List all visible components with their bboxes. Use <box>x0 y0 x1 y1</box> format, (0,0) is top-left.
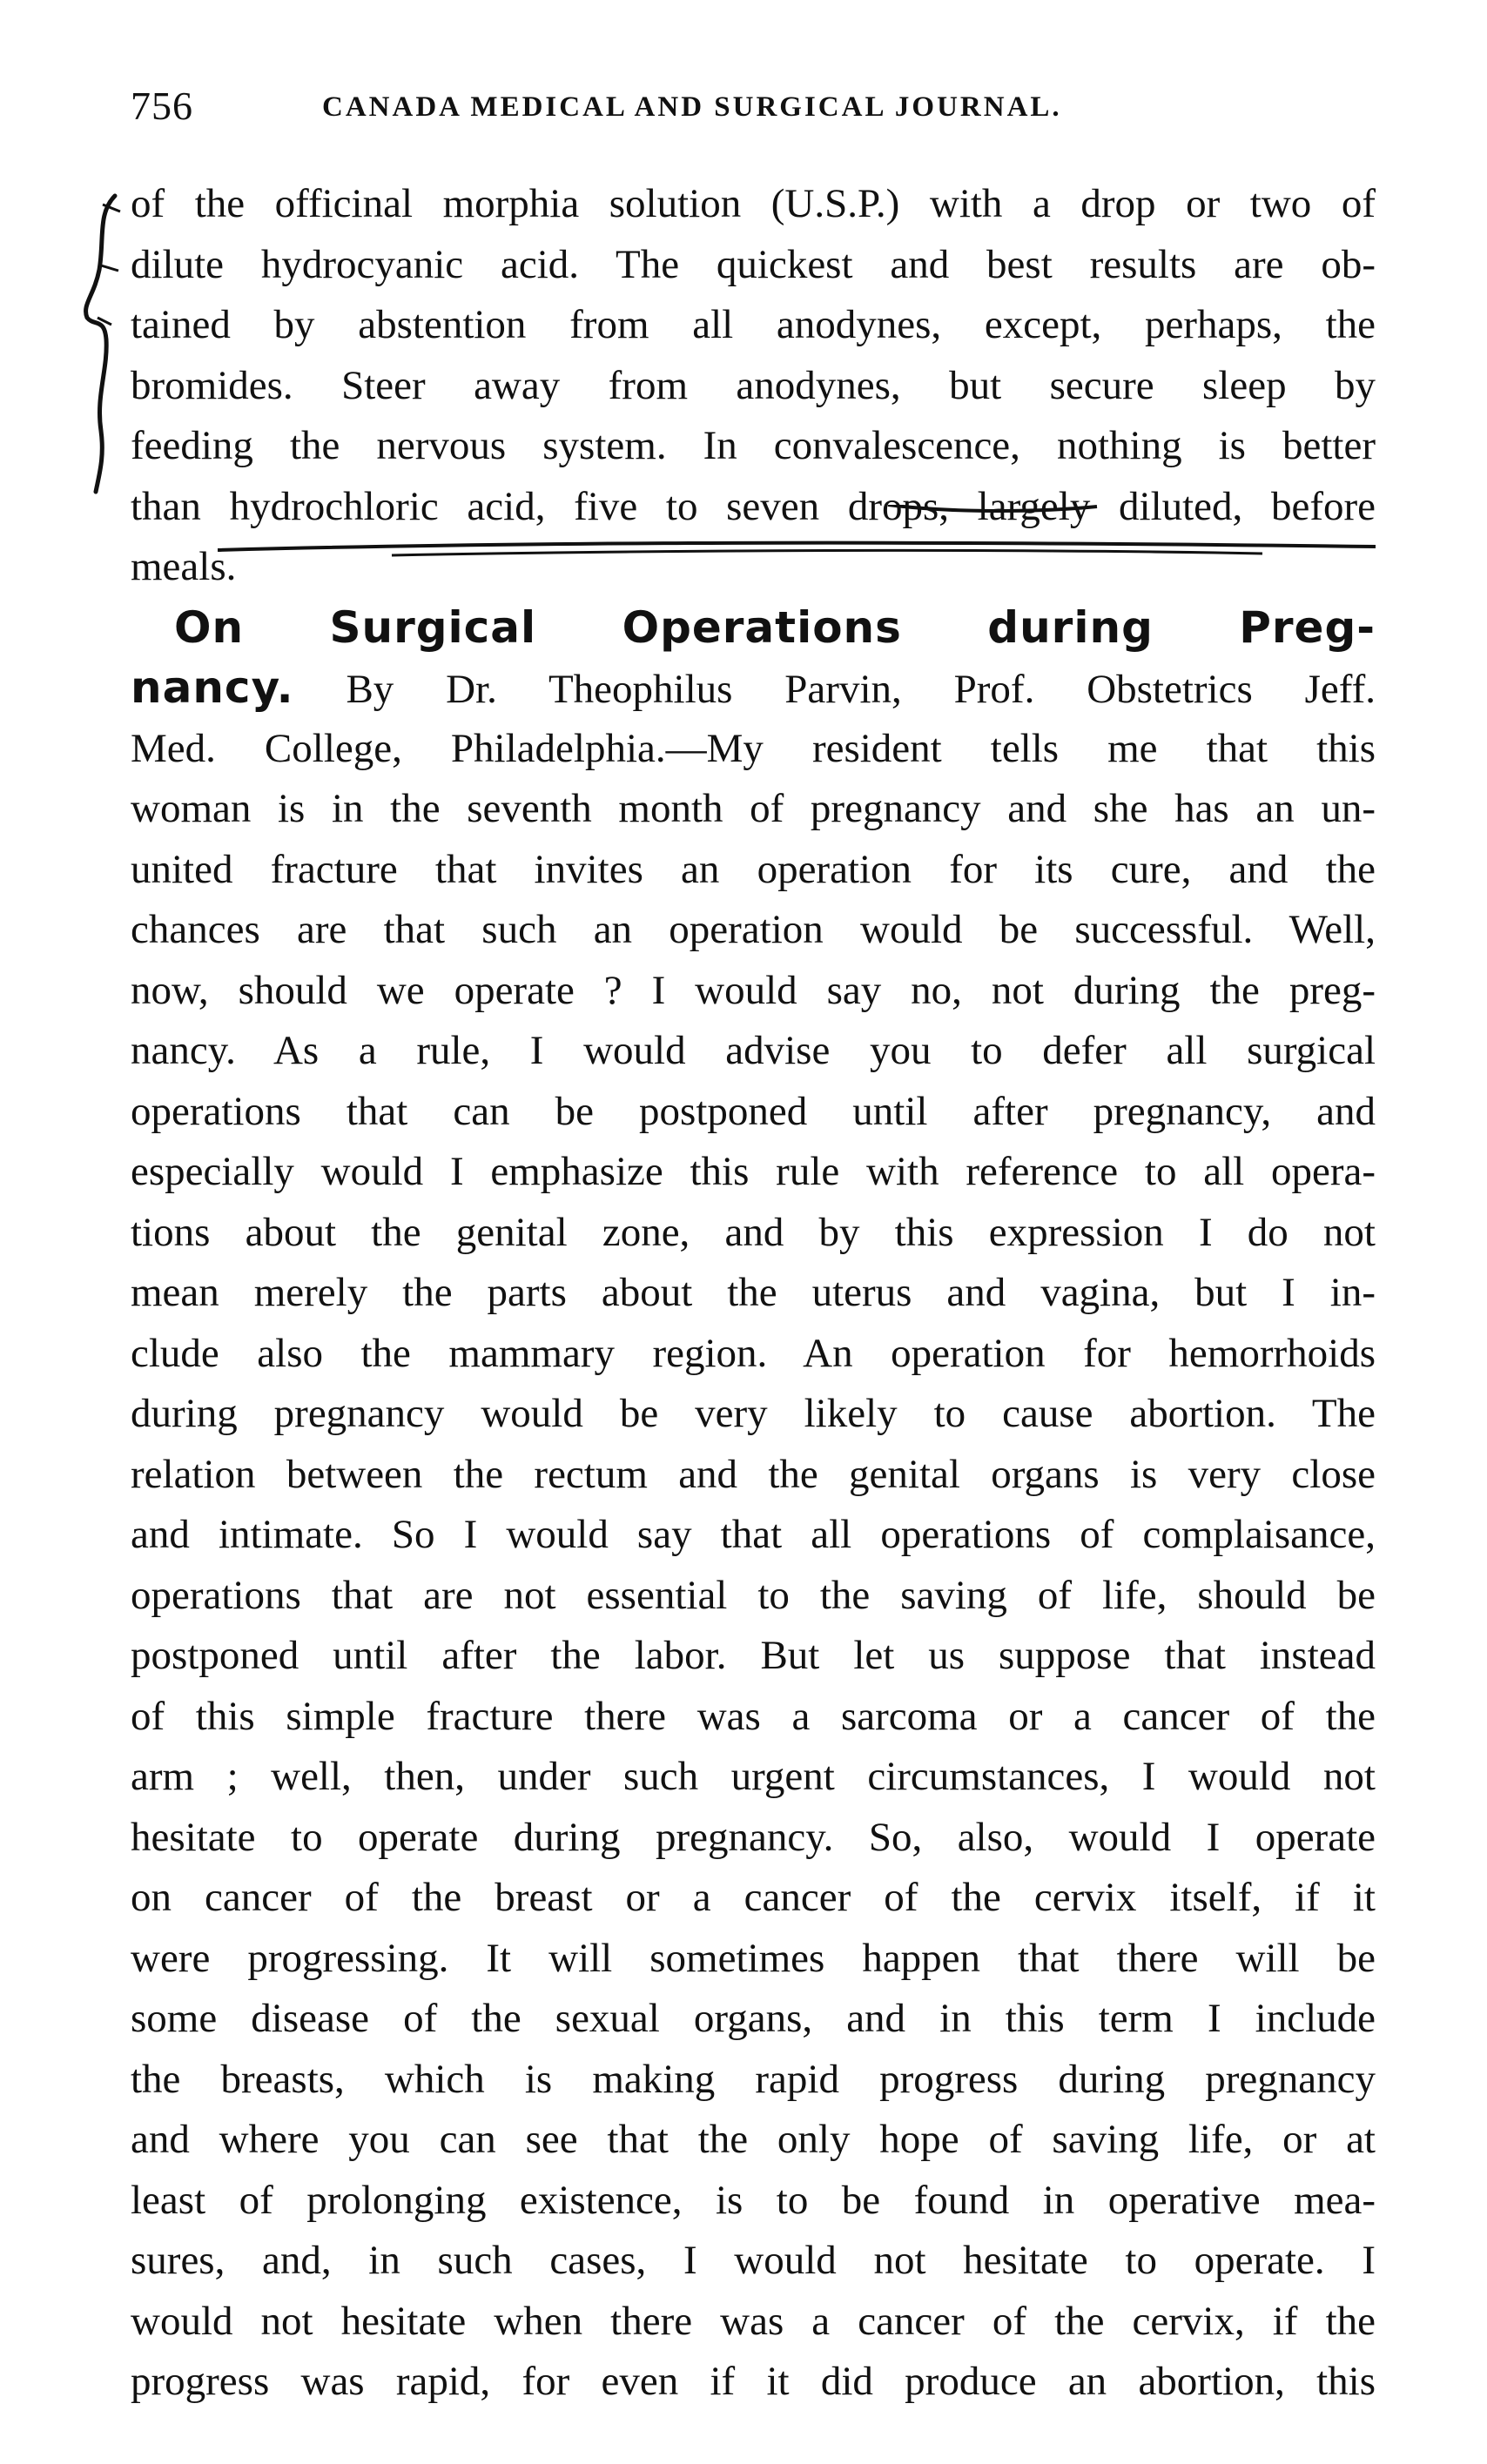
article-heading-line-2 <box>131 658 1376 719</box>
text-line: progress was rapid, for even if it did produce an abortion, this <box>131 2359 1376 2404</box>
text-line: and where you can see that the only hope of saving life, or at <box>131 2117 1376 2162</box>
text-line: were progressing. It will sometimes happen that there will be <box>131 1935 1376 1981</box>
text-line: and intimate. So I would say that all operations of complaisance, <box>131 1512 1376 1557</box>
article-byline: By Dr. Theophilus Parvin, Prof. Obstetrics Jeff. <box>346 667 1376 712</box>
article-heading-line-1 <box>131 598 1376 659</box>
article-heading-cont: nancy. <box>131 662 294 713</box>
text-line: Med. College, Philadelphia.—My resident tells me that this <box>131 725 1376 771</box>
text-line: least of prolonging existence, is to be found in operative mea- <box>131 2177 1376 2223</box>
text-line: relation between the rectum and the genital organs is very close <box>131 1451 1376 1497</box>
text-line: dilute hydrocyanic acid. The quickest and best results are ob- <box>131 241 1376 287</box>
text-line: clude also the mammary region. An operation for hemorrhoids <box>131 1330 1376 1376</box>
text-line: meals. <box>131 544 237 589</box>
text-line: postponed until after the labor. But let us suppose that instead <box>131 1633 1376 1678</box>
text-line: hesitate to operate during pregnancy. So, also, would I operate <box>131 1814 1376 1860</box>
page-header <box>131 83 1384 135</box>
text-line: especially would I emphasize this rule with reference to all opera- <box>131 1149 1376 1194</box>
text-line: during pregnancy would be very likely to cause abortion. The <box>131 1391 1376 1436</box>
text-line: sures, and, in such cases, I would not hesitate to operate. I <box>131 2238 1376 2283</box>
text-line: of the officinal morphia solution (U.S.P.) with a drop or two of <box>131 181 1376 226</box>
text-line: operations that are not essential to the saving of life, should be <box>131 1572 1376 1618</box>
text-line: mean merely the parts about the uterus and vagina, but I in- <box>131 1270 1376 1315</box>
body-text <box>131 174 1376 2413</box>
text-line: would not hesitate when there was a cancer of the cervix, if the <box>131 2298 1376 2344</box>
text-line: of this simple fracture there was a sarcoma or a cancer of the <box>131 1693 1376 1739</box>
text-line: bromides. Steer away from anodynes, but secure sleep by <box>131 362 1376 408</box>
handwritten-margin-bracket <box>80 187 132 500</box>
article-heading: On Surgical Operations during Preg- <box>174 601 1376 653</box>
text-line: nancy. As a rule, I would advise you to defer all surgical <box>131 1028 1376 1073</box>
text-line: united fracture that invites an operation for its cure, and the <box>131 846 1376 892</box>
text-line: on cancer of the breast or a cancer of the cervix itself, if it <box>131 1875 1376 1920</box>
text-line: now, should we operate ? I would say no, not during the preg- <box>131 967 1376 1013</box>
text-line: chances are that such an operation would be successful. Well, <box>131 907 1376 952</box>
text-line: arm ; well, then, under such urgent circumstances, I would not <box>131 1754 1376 1799</box>
intro-paragraph <box>131 174 1376 598</box>
text-line: the breasts, which is making rapid progress during pregnancy <box>131 2056 1376 2102</box>
text-line: tained by abstention from all anodynes, except, perhaps, the <box>131 302 1376 347</box>
text-line: tions about the genital zone, and by this expression I do not <box>131 1209 1376 1255</box>
text-line: woman is in the seventh month of pregnancy and she has an un- <box>131 786 1376 831</box>
article-paragraph <box>131 719 1376 2413</box>
text-line: some disease of the sexual organs, and in this term I include <box>131 1996 1376 2041</box>
text-line: feeding the nervous system. In convalescence, nothing is better <box>131 423 1376 468</box>
text-line: than hydrochloric acid, five to seven drops, largely diluted, before <box>131 483 1376 529</box>
running-title: CANADA MEDICAL AND SURGICAL JOURNAL. <box>322 91 1062 123</box>
text-line: operations that can be postponed until after pregnancy, and <box>131 1088 1376 1134</box>
page-number: 756 <box>131 84 193 128</box>
